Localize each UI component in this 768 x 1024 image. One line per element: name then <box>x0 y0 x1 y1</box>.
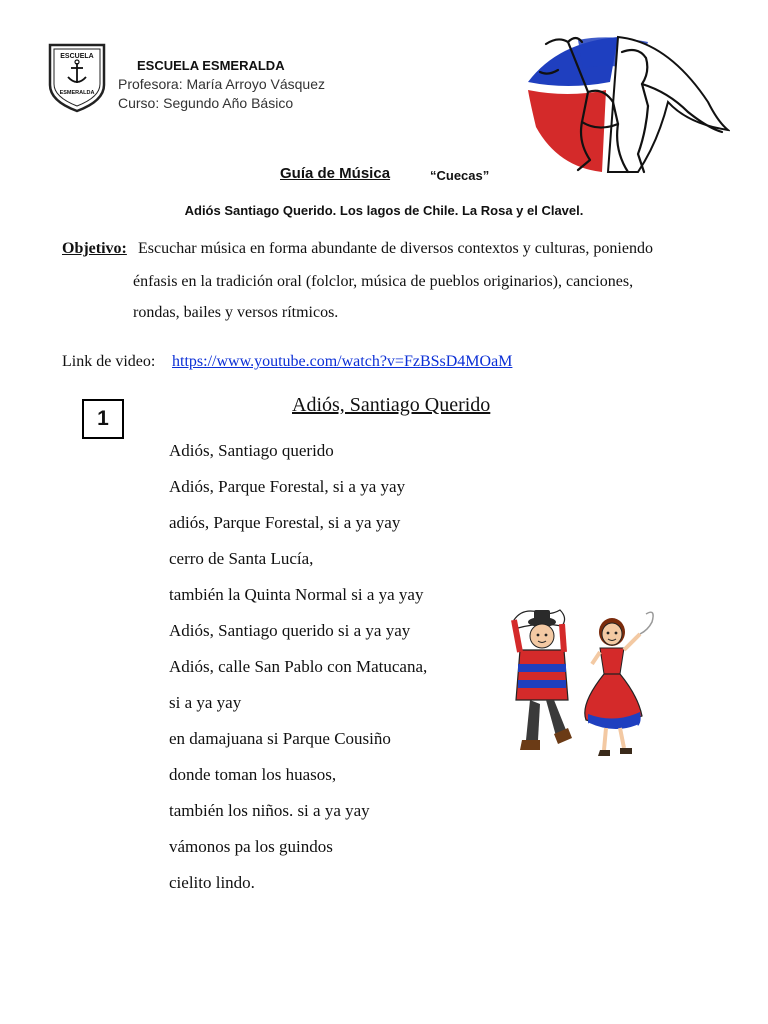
lyric-line: Adiós, Parque Forestal, si a ya yay <box>169 477 406 496</box>
school-crest-logo <box>47 41 107 113</box>
lyric-line: vámonos pa los guindos <box>169 837 333 856</box>
lyric-line: si a ya yay <box>169 693 242 712</box>
song-number-box: 1 <box>82 399 124 439</box>
lyric-line: en damajuana si Parque Cousiño <box>169 729 391 748</box>
course-name: Curso: Segundo Año Básico <box>118 95 294 111</box>
song-title: Adiós, Santiago Querido <box>292 394 491 416</box>
lyric-line: Adiós, Santiago querido <box>169 441 334 460</box>
lyric-line: también la Quinta Normal si a ya yay <box>169 585 424 604</box>
video-link[interactable]: https://www.youtube.com/watch?v=FzBSsD4MOaM <box>172 353 513 370</box>
crest-label-top: ESCUELA <box>60 53 94 60</box>
crest-label-bottom: ESMERALDA <box>59 90 95 96</box>
lyric-line: adiós, Parque Forestal, si a ya yay <box>169 513 401 532</box>
lyric-line: cerro de Santa Lucía, <box>169 549 314 568</box>
objective-label: Objetivo: <box>62 240 127 257</box>
guide-title: Guía de Música <box>280 165 391 182</box>
dancing-couple-illustration <box>510 604 658 764</box>
lyric-line: Adiós, calle San Pablo con Matucana, <box>169 657 428 676</box>
objective-line: Escuchar música en forma abundante de diversos contextos y culturas, poniendo <box>138 240 653 257</box>
huaso-figure <box>514 610 572 750</box>
lyrics-list <box>169 440 427 908</box>
lyric-line: Adiós, Santiago querido si a ya yay <box>169 621 411 640</box>
objective-line: rondas, bailes y versos rítmicos. <box>133 304 339 321</box>
school-name: ESCUELA ESMERALDA <box>137 58 285 73</box>
teacher-name: Profesora: María Arroyo Vásquez <box>118 76 325 92</box>
songs-list: Adiós Santiago Querido. Los lagos de Chile. La Rosa y el Clavel. <box>184 203 584 218</box>
cueca-dancers-logo <box>518 32 730 182</box>
china-figure <box>585 612 653 756</box>
lyric-line: también los niños. si a ya yay <box>169 801 370 820</box>
lyric-line: cielito lindo. <box>169 873 255 892</box>
guide-subtitle: “Cuecas” <box>430 168 490 183</box>
video-label: Link de video: <box>62 353 156 370</box>
lyric-line: donde toman los huasos, <box>169 765 337 784</box>
objective-line: énfasis en la tradición oral (folclor, música de pueblos originarios), canciones, <box>133 273 634 290</box>
